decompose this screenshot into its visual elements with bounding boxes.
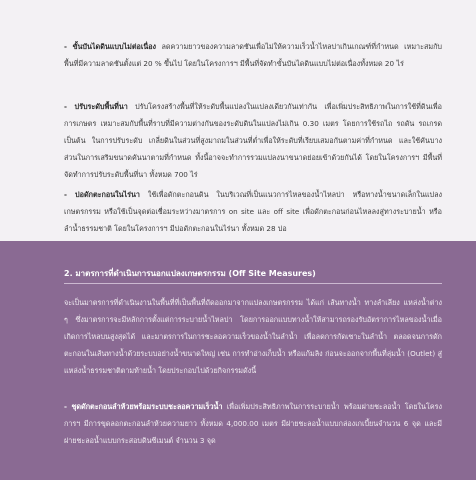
onsite-item-sediment-pond-body: ใช้เพื่อดักตะกอนดิน ในบริเวณที่เป็นแนวการไหลของน้ำไหลบ่า หรือทางน้ำขนาดเล็กในแปลงเกษตรกรรม หรือใช้เป็นจุดต่อเชื่อมระหว่างมาตรการ on site และ off site เพื่อดักตะกอนก่อนไหลลงสู่ทางระบายน้ำ หรือลำน้ำธรรมชาติ โดยในโครงการฯ มีบ่อดักตะกอนในไร่นา ทั้งหมด 28 บ่อ [64,190,443,233]
onsite-item-land-leveling-title: - ปรับระดับพื้นที่นา [64,102,128,111]
offsite-intro: จะเป็นมาตรการที่ดำเนินงานในพื้นที่ที่เป็นพื้นที่ถัดออกมาจากแปลงเกษตรกรรม ได้แก่ เส้นทางน้ำ ทางลำเลียง แหล่งน้ำต่าง ๆ ซึ่งมาตรการจะมีหลักการตั้งแต่การระบายน้ำไหลบ่า โดยการออกแบบทางน้ำให้สามารถรองรับอัตราการไหลของน้ำเมื่อเกิดการไหลบนสูงสุดได้ และมาตรการในการชะลอความเร็วของน้ำในลำน้ำ เพื่อลดการกัดเซาะในลำน้ำ ตลอดจนการดักตะกอนในเส้นทางน้ำด้วยระบบอย่างน้ำขนาดใหญ่ เช่น การทำอ่างเก็บน้ำ หรือแก้มลิง ก่อนจะออกจากพื้นที่ลุ่มน้ำ (Outlet) สู่แหล่งน้ำธรรมชาติตามท้ายน้ำ โดยประกอบไปด้วยกิจกรรมดังนี้ [64,298,442,375]
offsite-item-stream-sediment-body: เพื่อเพิ่มประสิทธิภาพในการระบายน้ำ พร้อมฝายชะลอน้ำ โดยในโครงการฯ มีการขุดลอกตะกอนลำห้วยความยาว ทั้งหมด 4,000.00 เมตร มีฝายชะลอน้ำแบบกล่องเกเบี้ยนจำนวน 6 จุด และมีฝายชะลอน้ำแบบกระสอบดินซีเมนต์ จำนวน 3 จุด [64,402,442,445]
onsite-item-land-leveling [64,98,442,183]
onsite-item-terrace [64,38,442,72]
offsite-item-stream-sediment-title: - ชุดดักตะกอนลำห้วยพร้อมระบบชะลอความเร็วน้ำ [64,402,223,411]
onsite-item-sediment-pond [64,186,442,237]
onsite-item-land-leveling-body: ปรับโครงสร้างพื้นที่ให้ระดับพื้นแปลงในแปลงเดียวกันเท่ากัน เพื่อเพิ่มประสิทธิภาพในการใช้ที่ดินเพื่อการเกษตร เหมาะสมกับพื้นที่ราบที่มีความต่างกันของระดับดินในแปลงไม่เกิน 0.30 เมตร โดยการใช้รถไถ รถดัน รถเกรด เป็นต้น ในการปรับระดับ เกลี่ยดินในส่วนที่สูงมาถมในส่วนที่ต่ำเพื่อให้ระดับที่เรียบเสมอกันตามค่าที่กำหนด และใช้คันบางส่วนในการเสริมขนาดคันนาตามที่กำหนด ทั้งนี้อาจจะทำการรวมแปลงนาขนาดย่อยเข้าด้วยกันได้ โดยในโครงการฯ มีพื้นที่จัดทำการปรับระดับพื้นที่นา ทั้งหมด 700 ไร่ [64,102,442,179]
section-title: 2. มาตรการที่ดำเนินการนอกแปลงเกษตรกรรม (Off Site Measures) [64,269,316,278]
onsite-item-terrace-body: ลดความยาวของความลาดชันเพื่อไม่ให้ความเร็วน้ำไหลบ่าเกินเกณฑ์ที่กำหนด เหมาะสมกับพื้นที่มีความลาดชันตั้งแต่ 20 % ขึ้นไป โดยในโครงการฯ มีพื้นที่จัดทำขั้นบันไดดินแบบไม่ต่อเนื่องทั้งหมด 20 ไร่ [64,42,442,68]
onsite-item-sediment-pond-title: - บ่อดักตะกอนในไร่นา [64,190,140,199]
section-title-divider [64,283,442,284]
onsite-item-terrace-title: - ขั้นบันไดดินแบบไม่ต่อเนื่อง [64,42,157,51]
offsite-item-stream-sediment [64,398,442,449]
